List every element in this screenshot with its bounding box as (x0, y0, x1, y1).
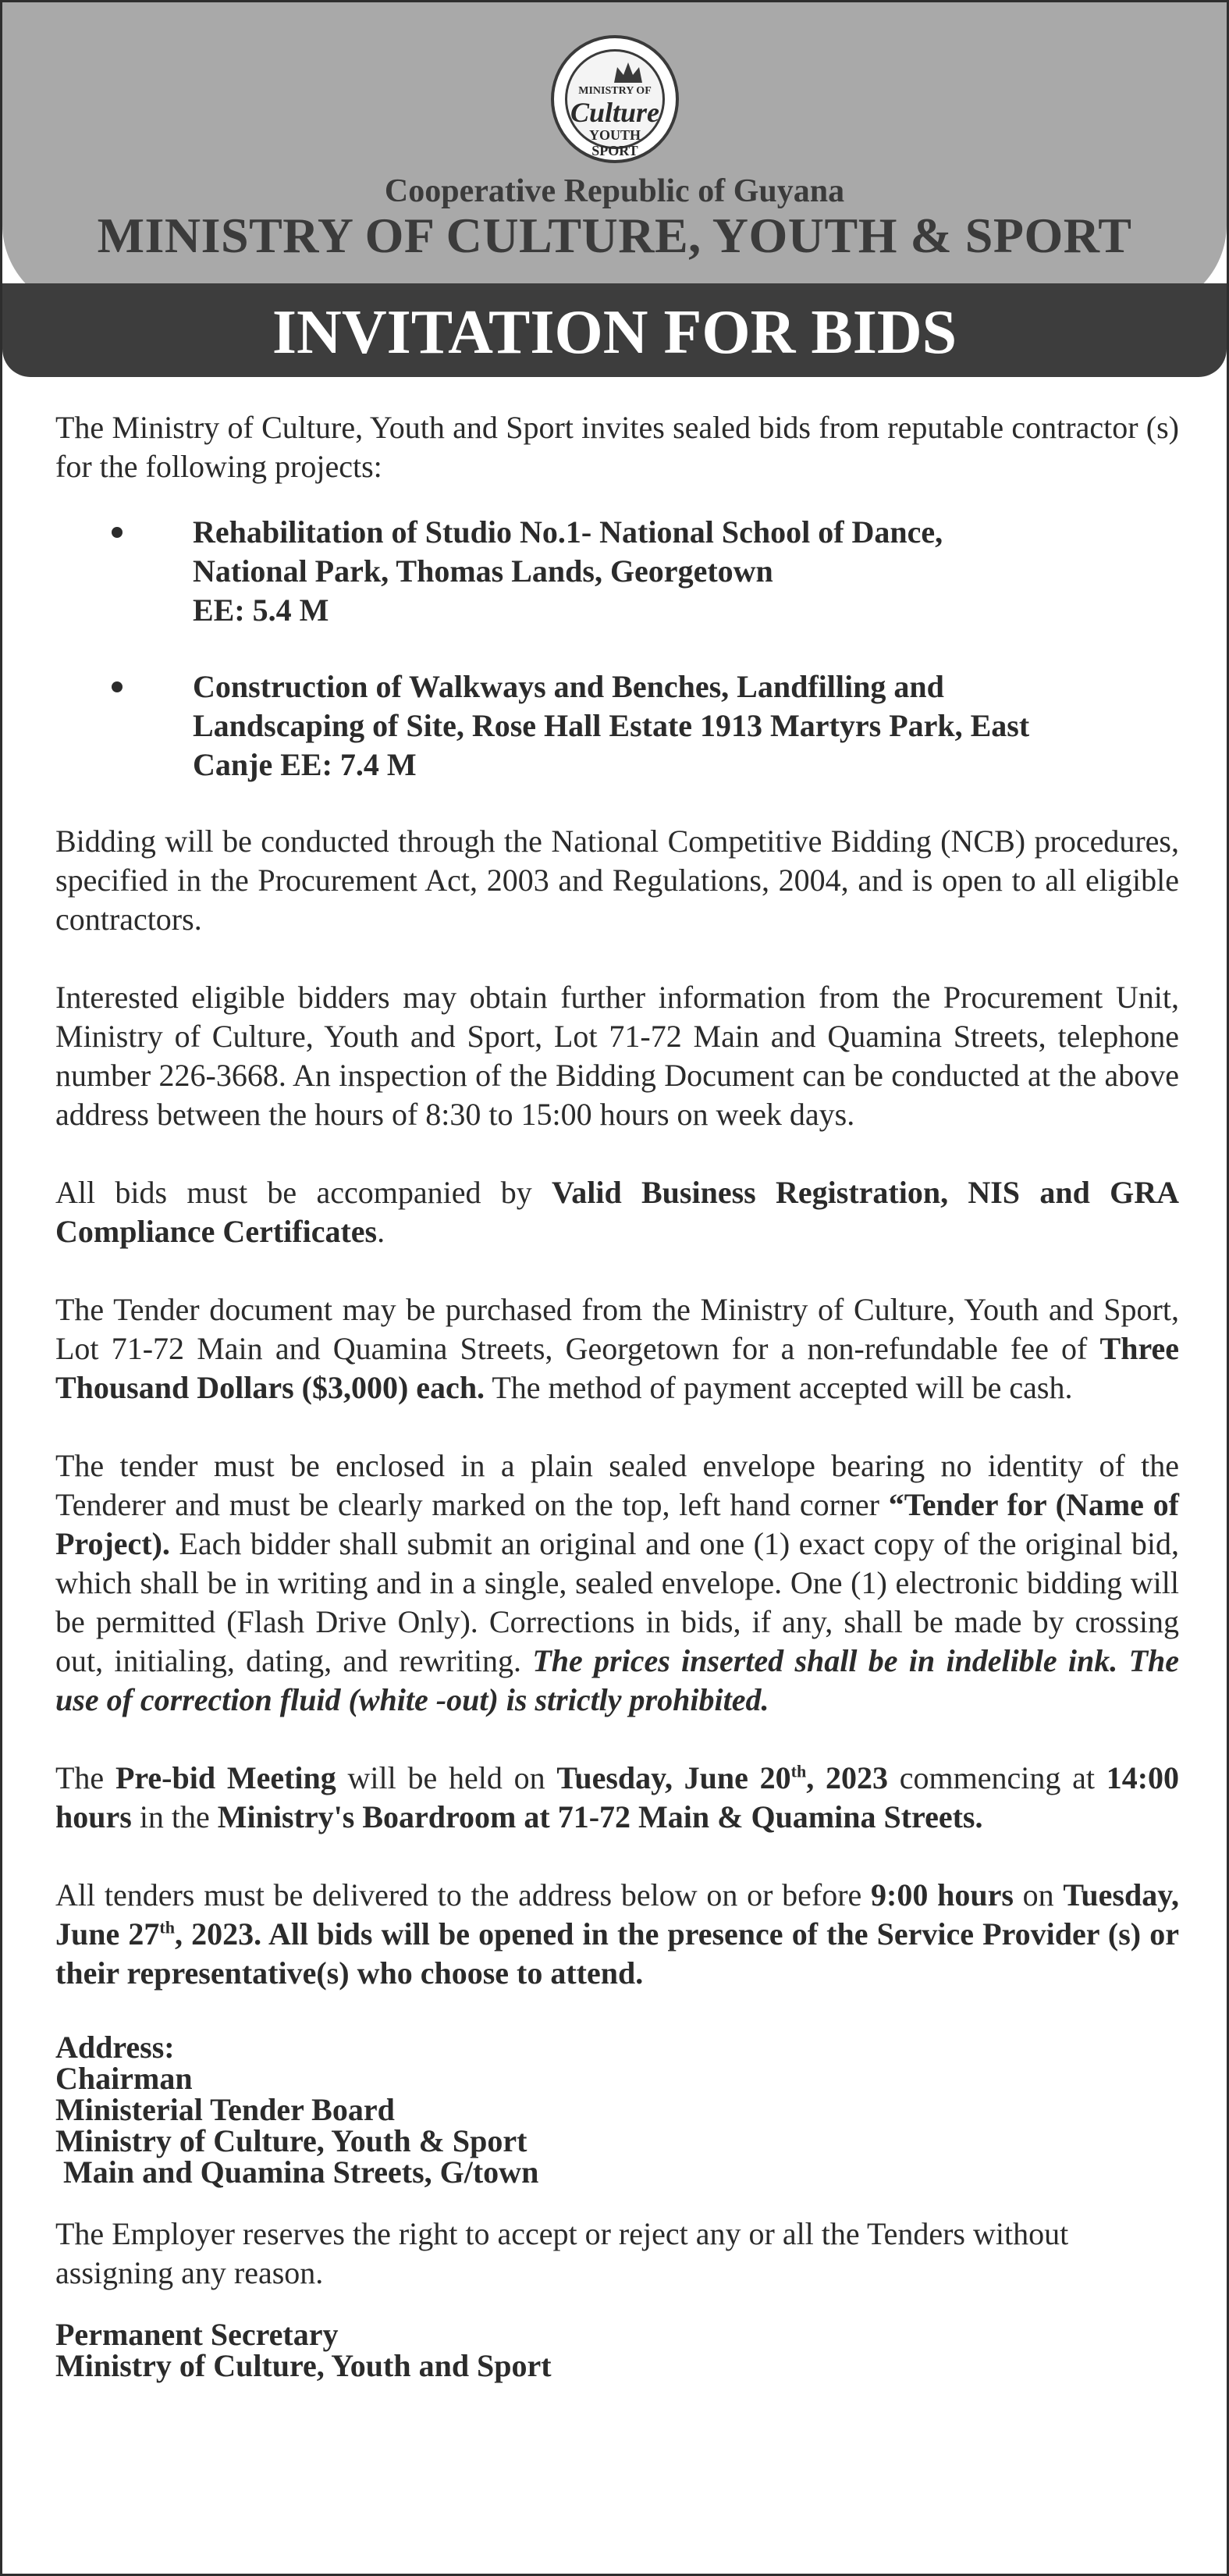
text-run: will be held on (336, 1760, 557, 1795)
intro-paragraph: The Ministry of Culture, Youth and Sport invites sealed bids from reputable contractor (s) for the following projects: (55, 410, 1179, 484)
ink-warning: The prices inserted shall be in indelible ink. The use of correction fluid (white -out) is strictly prohibited. (55, 1643, 1180, 1717)
address-line: Ministerial Tender Board (55, 2092, 395, 2127)
prebid-year: , 2023 (806, 1760, 888, 1795)
address-line: Ministry of Culture, Youth & Sport (55, 2123, 527, 2158)
tender-label-emphasis: “Tender for (Name of Project). (55, 1487, 1180, 1561)
signature-line: Permanent Secretary (55, 2317, 339, 2352)
text-run: Each bidder shall submit an original and one (1) exact copy of the original bid, which shall be in writing and in a single, sealed envelope. One (1) electronic bidding will be permitted (Flash Drive Only). Corrections in bids, if any, shall be made by crossing out, initialing, dating, and rewriting. (55, 1526, 1179, 1678)
date-suffix: th (159, 1917, 175, 1937)
project-line: EE: 5.4 M (193, 592, 329, 628)
prebid-date: Tuesday, June 20 (556, 1760, 791, 1795)
address-line: Address: (55, 2030, 175, 2065)
project-line: Construction of Walkways and Benches, Landfilling and (193, 669, 944, 704)
prebid-location: Ministry's Boardroom at 71-72 Main & Quamina Streets. (217, 1799, 983, 1834)
fee-emphasis: Three Thousand Dollars ($3,000) each. (55, 1331, 1179, 1405)
text-run: The tender must be enclosed in a plain sealed envelope bearing no identity of the Tenderer and must be clearly marked on the top, left hand corner (55, 1448, 1179, 1522)
text-run: The method of payment accepted will be cash. (485, 1370, 1073, 1405)
project-line: Landscaping of Site, Rose Hall Estate 1913 Martyrs Park, East (193, 708, 1030, 743)
logo-line-4: SPORT (591, 143, 638, 158)
signature-line: Ministry of Culture, Youth and Sport (55, 2348, 552, 2383)
notice-body (55, 408, 1179, 2382)
title-banner (2, 283, 1227, 377)
project-line: Canje EE: 7.4 M (193, 747, 417, 782)
address-block (55, 2032, 1179, 2188)
text-run: All bids must be accompanied by (55, 1175, 552, 1210)
delivery-date: Tuesday, June 27 (55, 1877, 1179, 1952)
delivery-time: 9:00 hours (871, 1877, 1014, 1912)
project-list (55, 513, 1179, 785)
address-line: Main and Quamina Streets, G/town (55, 2154, 539, 2190)
requirements-paragraph (55, 1173, 1179, 1251)
text-run: All tenders must be delivered to the address below on or before (55, 1877, 872, 1912)
prebid-paragraph (55, 1759, 1179, 1837)
text-run: . (377, 1214, 385, 1249)
envelope-paragraph (55, 1446, 1179, 1720)
text-run: on (1013, 1877, 1064, 1912)
address-line: Chairman (55, 2061, 193, 2096)
logo-line-3: YOUTH (588, 127, 641, 143)
bidding-paragraph: Bidding will be conducted through the National Competitive Bidding (NCB) procedures, specified in the Procurement Act, 2003 and Regulations, 2004, and is open to all eligible contractors. (55, 824, 1179, 937)
ministry-logo (551, 35, 679, 163)
bullet-icon (112, 681, 123, 692)
bullet-icon (112, 527, 123, 538)
text-run: in the (131, 1799, 218, 1834)
project-item (55, 667, 1179, 785)
ministry-name: MINISTRY OF CULTURE, YOUTH & SPORT (97, 208, 1132, 263)
logo-line-1: MINISTRY OF (578, 85, 652, 97)
requirements-emphasis: Valid Business Registration, NIS and GRA Compliance Certificates (55, 1175, 1179, 1249)
signature-block (55, 2319, 1179, 2382)
date-suffix: th (790, 1761, 807, 1781)
text-run: The (55, 1760, 115, 1795)
page-title: INVITATION FOR BIDS (272, 298, 957, 367)
prebid-time: 14:00 hours (55, 1760, 1180, 1834)
project-line: National Park, Thomas Lands, Georgetown (193, 553, 773, 589)
information-paragraph: Interested eligible bidders may obtain further information from the Procurement Unit, Ministry of Culture, Youth and Sport, Lot 71-72 Main and Quamina Streets, telephone number 226-3668. An inspection of the Bidding Document can be conducted at the above address between the hours of 8:30 to 15:00 hours on week days. (55, 980, 1179, 1132)
text-run: commencing at (887, 1760, 1106, 1795)
delivery-paragraph (55, 1876, 1179, 1993)
opening-statement: , 2023. All bids will be opened in the presence of the Service Provider (s) or their representative(s) who choose to attend. (55, 1916, 1179, 1991)
logo-emblem (565, 49, 665, 158)
crest-icon (611, 59, 645, 86)
employer-paragraph: The Employer reserves the right to accept or reject any or all the Tenders without assigning any reason. (55, 2216, 1069, 2290)
project-line: Rehabilitation of Studio No.1- National School of Dance, (193, 514, 943, 550)
country-name: Cooperative Republic of Guyana (384, 173, 845, 209)
header (2, 2, 1227, 311)
text-run: The Tender document may be purchased from the Ministry of Culture, Youth and Sport, Lot 71-72 Main and Quamina Streets, Georgetown for a non-refundable fee of (55, 1292, 1179, 1366)
purchase-paragraph (55, 1290, 1179, 1407)
logo-line-2: Culture (570, 97, 660, 128)
project-item (55, 513, 1179, 630)
prebid-emphasis: Pre-bid Meeting (115, 1760, 336, 1795)
